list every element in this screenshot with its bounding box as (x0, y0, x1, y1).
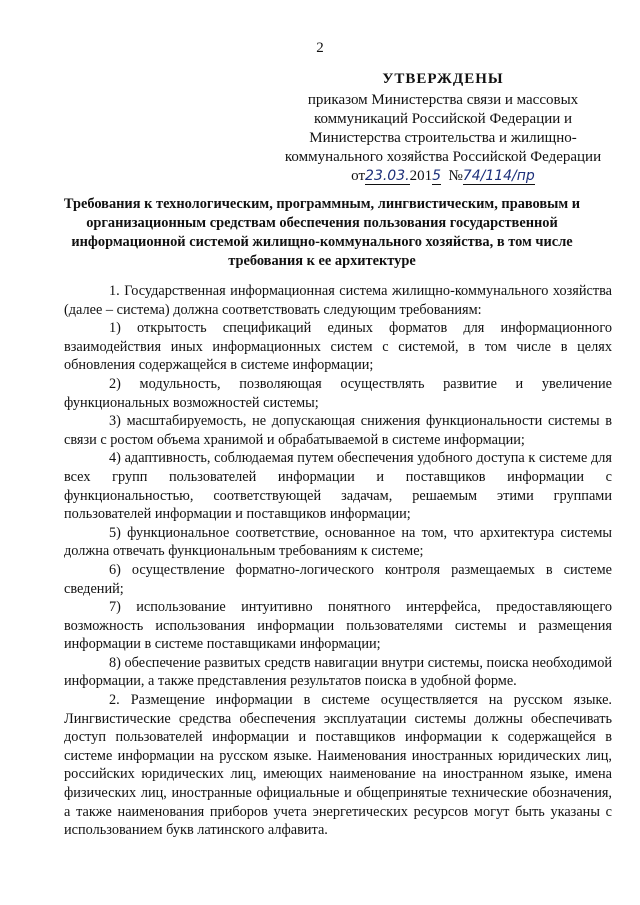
document-title: Требования к технологическим, программным, лингвистическим, правовым и организационным средствам обеспечения пользования государственной информационной системой жилищно-коммунального хозяйства, в том числе требования к ее архитектуре (63, 196, 581, 269)
list-item: 1) открытость спецификаций единых форматов для информационного взаимодействия иных информационных систем с системой, в том числе в целях обновления содержащейся в системе информации; (64, 320, 612, 374)
approval-block (282, 70, 604, 186)
list-item: 8) обеспечение развитых средств навигации внутри системы, поиска необходимой информации, а также представления результатов поиска в удобной форме. (64, 654, 612, 690)
document-body (64, 282, 612, 840)
date-prefix: от (351, 168, 366, 184)
list-item: 2) модульность, позволяющая осуществлять развитие и увеличение функциональных возможностей системы; (64, 375, 612, 411)
date-year-prefix: 201 (409, 168, 433, 184)
list-item: 7) использование интуитивно понятного интерфейса, предоставляющего возможность использования информации пользователями системы и размещения информации в системе поставщиками информации; (64, 599, 612, 653)
list-item: 6) осуществление форматно-логического контроля размещаемых в системе сведений; (64, 561, 612, 597)
number-prefix: № (448, 168, 463, 184)
approval-date-line (282, 167, 604, 186)
page-number: 2 (316, 40, 324, 56)
list-item: 4) адаптивность, соблюдаемая путем обеспечения удобного доступа к системе для всех групп пользователей информации и поставщиков информации с функциональностью, соответствующей задачам, решаемым этими группами пользователей информации и поставщиков информации; (64, 450, 612, 523)
handwritten-date: 23.03. (365, 168, 410, 184)
approval-line: коммунального хозяйства Российской Федерации (284, 149, 602, 165)
handwritten-order-number: 74/114/пр (462, 168, 535, 184)
handwritten-year-digit: 5 (432, 168, 441, 184)
approval-line: Министерства строительства и жилищно- (309, 130, 577, 146)
approval-heading: УТВЕРЖДЕНЫ (382, 71, 504, 87)
approval-line: коммуникаций Российской Федерации и (313, 111, 573, 127)
list-item: 3) масштабируемость, не допускающая снижения функциональности системы в связи с ростом объема хранимой и обрабатываемой в системе информации; (64, 413, 612, 448)
paragraph: 1. Государственная информационная система жилищно-коммунального хозяйства (далее – система) должна соответствовать следующим требованиям: (64, 283, 612, 318)
approval-line: приказом Министерства связи и массовых (307, 92, 579, 108)
list-item: 5) функциональное соответствие, основанное на том, что архитектура системы должна отвечать функциональным требованиям к системе; (64, 524, 612, 560)
paragraph: 2. Размещение информации в системе осуществляется на русском языке. Лингвистические средства обеспечения эксплуатации системы должны обеспечивать доступ пользователей информации и поставщиков информации к содержащейся в системе информации на русском языке. Наименования иностранных юридических лиц, российских юридических лиц, имеющих наименование на иностранном языке, имена физических лиц, иностранные официальные и общепринятые технические обозначения, а также наименования приборов учета энергетических ресурсов могут быть указаны с использованием букв латинского алфавита. (64, 692, 612, 839)
